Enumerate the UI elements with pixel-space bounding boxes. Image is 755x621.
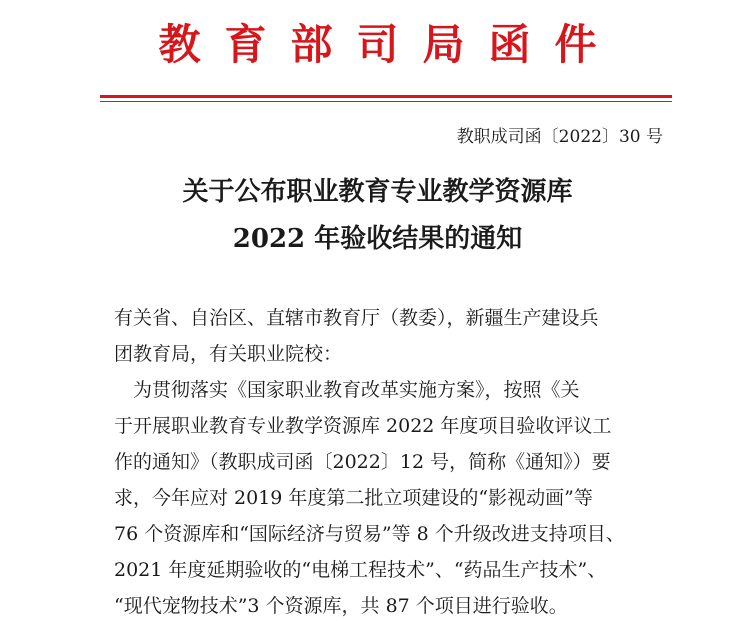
body-line-3: 为贯彻落实《国家职业教育改革实施方案》，按照《关	[114, 379, 580, 401]
document-title-line-1: 关于公布职业教育专业教学资源库	[182, 177, 573, 207]
body-line-8: 2021 年度延期验收的“电梯工程技术”、“药品生产技术”、	[114, 559, 607, 581]
letterhead-rule-thick	[100, 95, 672, 98]
body-line-7: 76 个资源库和“国际经济与贸易”等 8 个升级改进支持项目、	[114, 523, 625, 545]
letterhead-title: 教育部司局函件	[158, 20, 621, 69]
document-number: 教职成司函〔2022〕30 号	[456, 127, 663, 147]
body-line-1: 有关省、自治区、直辖市教育厅（教委），新疆生产建设兵	[114, 307, 599, 329]
body-line-5: 作的通知》（教职成司函〔2022〕12 号，简称《通知》）要	[114, 451, 611, 473]
body-line-2: 团教育局，有关职业院校：	[114, 343, 343, 365]
document-title-line-2: 2022 年验收结果的通知	[232, 224, 523, 254]
body-line-6: 求，今年应对 2019 年度第二批立项建设的“影视动画”等	[114, 487, 593, 509]
body-line-9: “现代宠物技术”3 个资源库，共 87 个项目进行验收。	[114, 595, 568, 617]
letterhead-rule-thin	[100, 101, 672, 102]
body-line-4: 于开展职业教育专业教学资源库 2022 年度项目验收评议工	[114, 415, 612, 437]
